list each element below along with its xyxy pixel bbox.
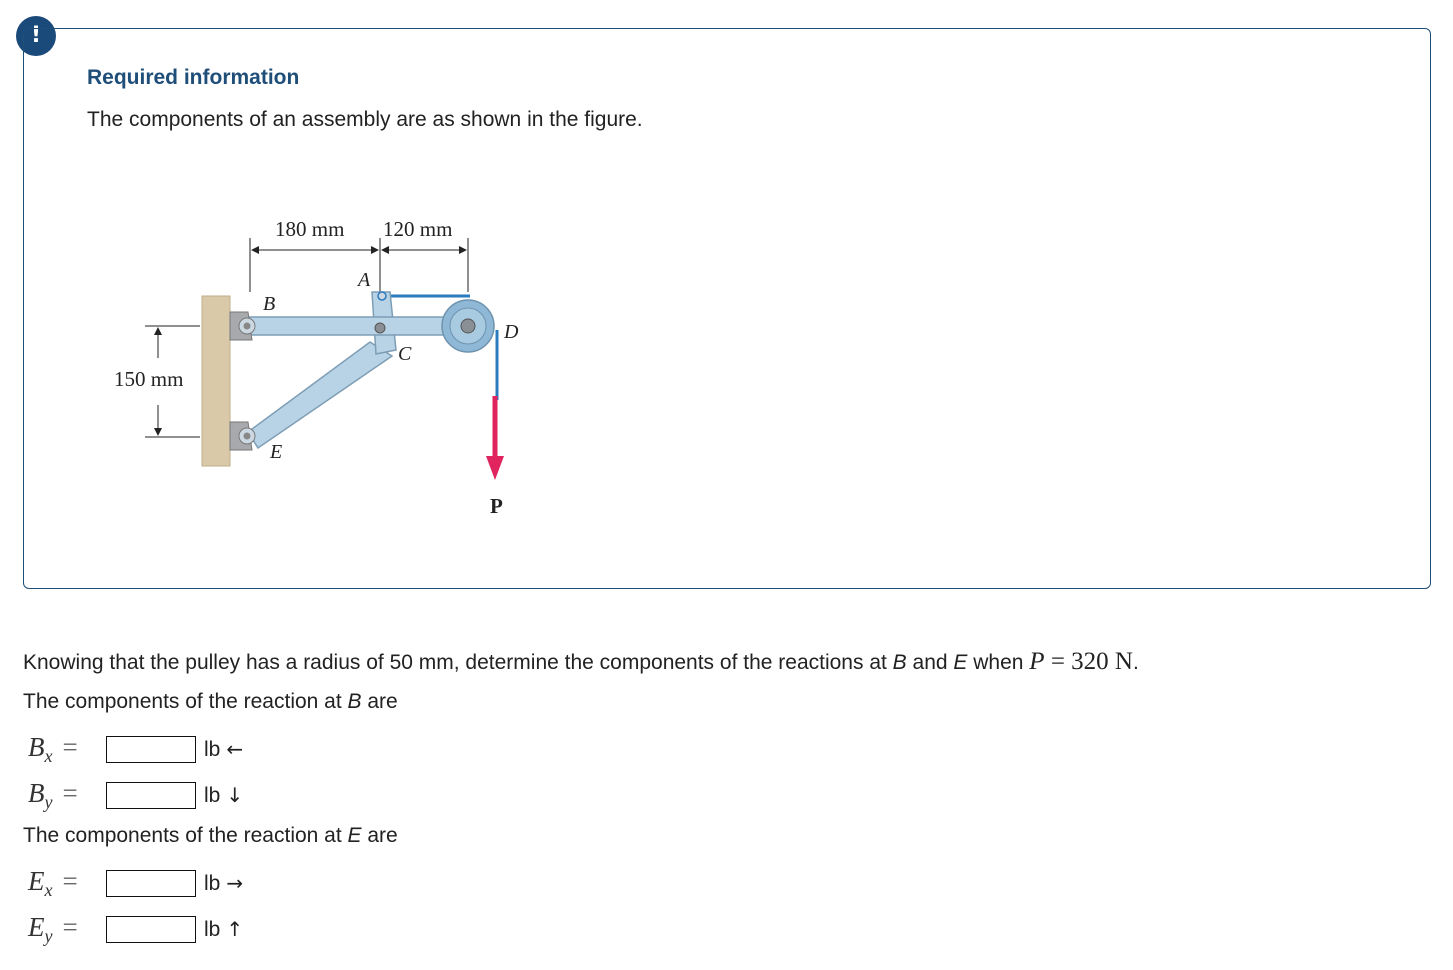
question-var-b: B: [892, 651, 907, 674]
arrow-left-icon: ←: [226, 737, 244, 761]
label-e: E: [270, 441, 283, 463]
reaction-b-heading: [23, 690, 398, 714]
label-d: D: [504, 321, 519, 343]
pin-a: [378, 292, 386, 300]
label-a: A: [358, 269, 371, 291]
answer-symbol-by: $B_y$ =: [28, 778, 78, 812]
reaction-e-var: E: [347, 824, 362, 847]
ey-input[interactable]: [106, 916, 196, 943]
load-arrow-p: [486, 396, 504, 480]
reaction-b-suffix: are: [361, 690, 398, 713]
wall-support: [202, 296, 230, 466]
answer-symbol-ex: $E_x$ =: [28, 866, 78, 900]
dim-150-label: 150 mm: [114, 367, 184, 391]
reaction-e-suffix: are: [361, 824, 398, 847]
exclamation-icon: !: [16, 16, 56, 56]
answer-unit-by: lb ↓: [204, 783, 244, 807]
label-c: C: [398, 343, 412, 365]
pin-e: [230, 422, 255, 450]
question-and: and: [906, 651, 954, 674]
math-equals-value: = 320 N: [1044, 648, 1133, 675]
pin-c: [375, 323, 385, 333]
assembly-figure: [100, 200, 540, 530]
question-math: [1029, 648, 1133, 675]
answer-unit-bx: lb ←: [204, 737, 244, 761]
arrow-down-icon: ↓: [226, 783, 244, 807]
member-bd: [240, 317, 476, 335]
required-information-title: Required information: [87, 66, 300, 89]
assembly-diagram: [100, 200, 540, 530]
arrow-up-icon: ↑: [226, 917, 244, 941]
pin-b: [230, 312, 255, 340]
reaction-b-var: B: [347, 690, 362, 713]
required-information-text: The components of an assembly are as shown in the figure.: [87, 108, 643, 131]
label-p: P: [490, 494, 503, 518]
reaction-e-prefix: The components of the reaction at: [23, 824, 348, 847]
answer-unit-ex: lb →: [204, 871, 244, 895]
pulley: [442, 300, 494, 352]
member-ec: [248, 342, 392, 448]
by-input[interactable]: [106, 782, 196, 809]
question-var-e: E: [953, 651, 968, 674]
ex-input[interactable]: [106, 870, 196, 897]
question-when: when: [967, 651, 1030, 674]
reaction-b-prefix: The components of the reaction at: [23, 690, 348, 713]
answer-unit-ey: lb ↑: [204, 917, 244, 941]
bx-input[interactable]: [106, 736, 196, 763]
arrow-right-icon: →: [226, 871, 244, 895]
dim-180-label: 180 mm: [275, 217, 345, 241]
answer-symbol-bx: $B_x$ =: [28, 732, 78, 766]
answer-symbol-ey: $E_y$ =: [28, 912, 78, 946]
label-b: B: [263, 293, 276, 315]
dim-120-label: 120 mm: [383, 217, 453, 241]
question-text: [23, 648, 1139, 676]
question-part1: Knowing that the pulley has a radius of 50 mm, determine the components of the reactions at: [23, 651, 893, 674]
reaction-e-heading: [23, 824, 398, 848]
question-end: .: [1132, 651, 1139, 674]
math-p: P: [1029, 648, 1045, 675]
